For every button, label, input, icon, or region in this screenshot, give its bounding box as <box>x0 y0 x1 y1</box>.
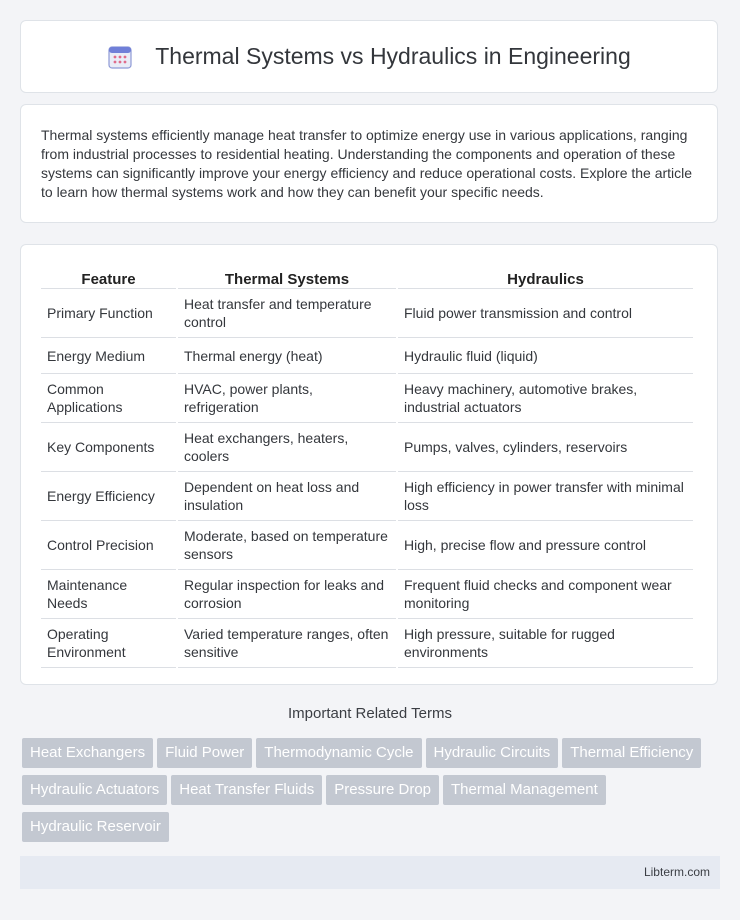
term-tag[interactable]: Heat Transfer Fluids <box>171 775 322 805</box>
row-thermal: Heat exchangers, heaters, coolers <box>178 423 396 472</box>
row-feature: Energy Efficiency <box>41 472 176 521</box>
header-hydraulics: Hydraulics <box>398 265 693 289</box>
table-row <box>41 521 693 570</box>
row-thermal: Heat transfer and temperature control <box>178 289 396 338</box>
row-hydraulics: High, precise flow and pressure control <box>398 521 693 570</box>
header-card <box>20 20 718 93</box>
calendar-icon <box>107 44 133 70</box>
row-thermal: Moderate, based on temperature sensors <box>178 521 396 570</box>
row-hydraulics: High efficiency in power transfer with minimal loss <box>398 472 693 521</box>
related-terms-list <box>22 738 722 849</box>
row-thermal: Regular inspection for leaks and corrosion <box>178 570 396 619</box>
row-feature: Maintenance Needs <box>41 570 176 619</box>
term-tag[interactable]: Hydraulic Reservoir <box>22 812 169 842</box>
row-thermal: Thermal energy (heat) <box>178 338 396 374</box>
term-tag[interactable]: Thermodynamic Cycle <box>256 738 421 768</box>
row-feature: Control Precision <box>41 521 176 570</box>
row-hydraulics: Hydraulic fluid (liquid) <box>398 338 693 374</box>
intro-text: Thermal systems efficiently manage heat transfer to optimize energy use in various applications, ranging from industrial processes to residential heating. Understanding the components and operation of these systems can significantly improve your energy efficiency and reduce operational costs. Explore the article to learn how thermal systems work and how they can benefit your specific needs. <box>41 127 693 200</box>
footer-link[interactable]: Libterm.com <box>643 865 710 879</box>
table-row <box>41 289 693 338</box>
row-feature: Energy Medium <box>41 338 176 374</box>
table-row <box>41 423 693 472</box>
table-row <box>41 338 693 374</box>
term-tag[interactable]: Pressure Drop <box>326 775 439 805</box>
term-tag[interactable]: Thermal Management <box>443 775 606 805</box>
table-row <box>41 472 693 521</box>
term-tag[interactable]: Thermal Efficiency <box>562 738 701 768</box>
comparison-card <box>20 244 718 685</box>
term-tag[interactable]: Heat Exchangers <box>22 738 153 768</box>
table-row <box>41 619 693 668</box>
row-hydraulics: Fluid power transmission and control <box>398 289 693 338</box>
row-hydraulics: High pressure, suitable for rugged environments <box>398 619 693 668</box>
row-thermal: HVAC, power plants, refrigeration <box>178 374 396 423</box>
row-feature: Key Components <box>41 423 176 472</box>
row-hydraulics: Frequent fluid checks and component wear monitoring <box>398 570 693 619</box>
comparison-table <box>39 265 695 668</box>
row-thermal: Dependent on heat loss and insulation <box>178 472 396 521</box>
table-row <box>41 570 693 619</box>
row-thermal: Varied temperature ranges, often sensitive <box>178 619 396 668</box>
intro-card <box>20 104 718 223</box>
row-hydraulics: Heavy machinery, automotive brakes, industrial actuators <box>398 374 693 423</box>
term-tag[interactable]: Hydraulic Actuators <box>22 775 167 805</box>
table-row <box>41 374 693 423</box>
header-thermal: Thermal Systems <box>178 265 396 289</box>
table-header-row <box>41 265 693 289</box>
row-feature: Primary Function <box>41 289 176 338</box>
row-feature: Operating Environment <box>41 619 176 668</box>
term-tag[interactable]: Fluid Power <box>157 738 252 768</box>
page-title: Thermal Systems vs Hydraulics in Engineering <box>155 43 631 69</box>
header-feature: Feature <box>41 265 176 289</box>
term-tag[interactable]: Hydraulic Circuits <box>426 738 559 768</box>
row-hydraulics: Pumps, valves, cylinders, reservoirs <box>398 423 693 472</box>
footer <box>20 856 720 889</box>
row-feature: Common Applications <box>41 374 176 423</box>
related-terms-title: Important Related Terms <box>288 705 452 722</box>
